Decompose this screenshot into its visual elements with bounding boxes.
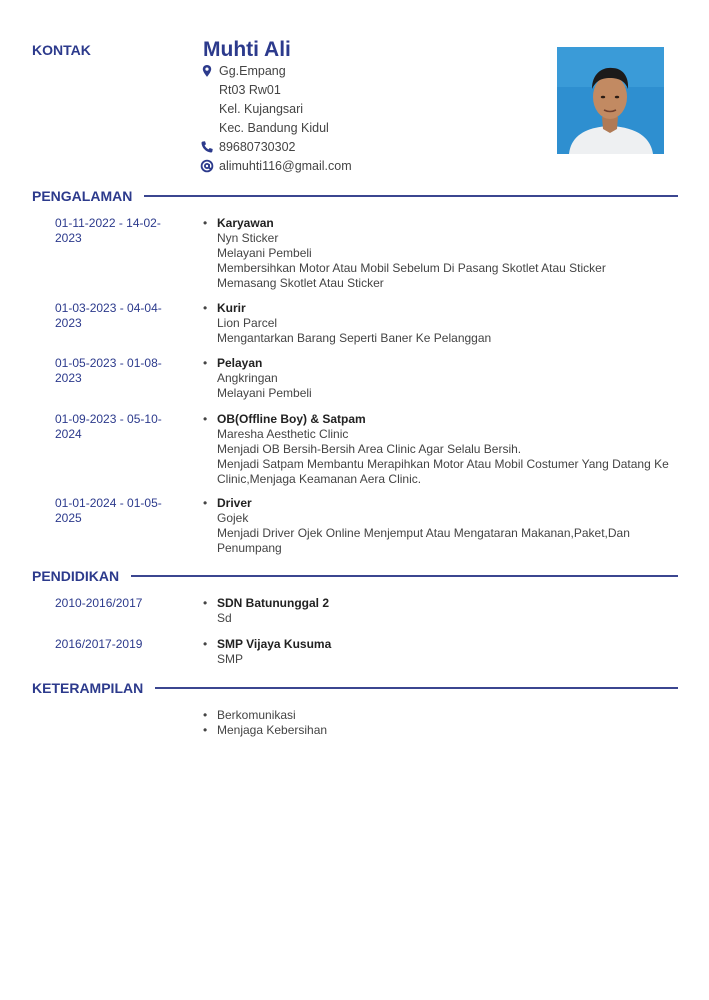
email-address[interactable]: alimuhti116@gmail.com [219, 159, 352, 173]
experience-title: OB(Offline Boy) & Satpam [217, 412, 366, 426]
person-name: Muhti Ali [203, 38, 291, 61]
phone-number[interactable]: 89680730302 [219, 140, 296, 154]
phone-row [200, 139, 352, 158]
bullet: • [203, 496, 208, 510]
experience-title: Kurir [217, 301, 246, 315]
experience-detail: Menjadi Satpam Membantu Merapihkan Motor Atau Mobil Costumer Yang Datang Ke Clinic,Menjaga Keamanan Aera Clinic. [217, 457, 669, 486]
experience-date: 01-09-2023 - 05-10-2024 [55, 412, 162, 441]
experience-detail: Lion Parcel [217, 316, 278, 330]
school-name: SMP Vijaya Kusuma [217, 637, 332, 651]
skill-text: Berkomunikasi [217, 708, 296, 722]
bullet: • [203, 301, 208, 315]
skills-content [203, 708, 687, 738]
experience-title: Karyawan [217, 216, 274, 230]
education-date: 2016/2017-2019 [55, 637, 143, 651]
education-section-header [32, 567, 678, 585]
experience-detail: Maresha Aesthetic Clinic [217, 427, 349, 441]
kontak-heading: KONTAK [32, 42, 91, 58]
bullet: • [203, 216, 208, 230]
experience-detail: Menjadi Driver Ojek Online Menjemput Atau Mengataran Makanan,Paket,Dan Penumpang [217, 526, 630, 555]
address-text: Rt03 Rw01 [219, 83, 281, 97]
map-pin-icon [200, 64, 214, 78]
section-divider [131, 575, 678, 577]
experience-detail: Memasang Skotlet Atau Sticker [217, 276, 384, 290]
experience-detail: Nyn Sticker [217, 231, 279, 245]
experience-detail: Melayani Pembeli [217, 386, 312, 400]
email-row [200, 158, 352, 177]
experience-detail: Melayani Pembeli [217, 246, 312, 260]
bullet: • [203, 596, 208, 610]
portrait-image [557, 47, 664, 154]
experience-content [203, 356, 687, 401]
address-line-2 [200, 82, 352, 101]
address-line-1 [200, 63, 352, 82]
section-divider [144, 195, 678, 197]
education-content [203, 637, 687, 667]
bullet: • [203, 412, 208, 426]
school-name: SDN Batununggal 2 [217, 596, 330, 610]
experience-date: 01-11-2022 - 14-02-2023 [55, 216, 161, 245]
skill-text: Menjaga Kebersihan [217, 723, 328, 737]
skills-heading: KETERAMPILAN [32, 680, 144, 696]
experience-detail: Membersihkan Motor Atau Mobil Sebelum Di Pasang Skotlet Atau Sticker [217, 261, 606, 275]
experience-content [203, 412, 687, 487]
experience-detail: Angkringan [217, 371, 278, 385]
school-level: Sd [217, 611, 232, 625]
skill-item [203, 723, 687, 738]
experience-date: 01-03-2023 - 04-04-2023 [55, 301, 162, 330]
address-text: Gg.Empang [219, 64, 286, 78]
experience-detail: Menjadi OB Bersih-Bersih Area Clinic Agar Selalu Bersih. [217, 442, 522, 456]
address-line-3 [200, 101, 352, 120]
skill-item [203, 708, 687, 723]
address-text: Kel. Kujangsari [219, 102, 304, 116]
profile-photo [557, 47, 664, 154]
experience-title: Pelayan [217, 356, 263, 370]
contact-block [200, 63, 352, 177]
school-level: SMP [217, 652, 244, 666]
address-line-4 [200, 120, 352, 139]
experience-content [203, 216, 687, 291]
experience-date: 01-05-2023 - 01-08-2023 [55, 356, 162, 385]
phone-icon [200, 140, 214, 154]
bullet: • [203, 723, 208, 737]
experience-detail: Gojek [217, 511, 249, 525]
bullet: • [203, 637, 208, 651]
experience-content [203, 301, 687, 346]
experience-content [203, 496, 687, 556]
address-text: Kec. Bandung Kidul [219, 121, 329, 135]
education-date: 2010-2016/2017 [55, 596, 143, 610]
bullet: • [203, 708, 208, 722]
experience-title: Driver [217, 496, 252, 510]
bullet: • [203, 356, 208, 370]
section-divider [155, 687, 678, 689]
education-heading: PENDIDIKAN [32, 568, 120, 584]
experience-detail: Mengantarkan Barang Seperti Baner Ke Pelanggan [217, 331, 492, 345]
experience-date: 01-01-2024 - 01-05-2025 [55, 496, 162, 525]
education-content [203, 596, 687, 626]
experience-heading: PENGALAMAN [32, 188, 133, 204]
skills-section-header [32, 679, 678, 697]
experience-section-header [32, 187, 678, 205]
at-sign-icon [200, 159, 214, 173]
